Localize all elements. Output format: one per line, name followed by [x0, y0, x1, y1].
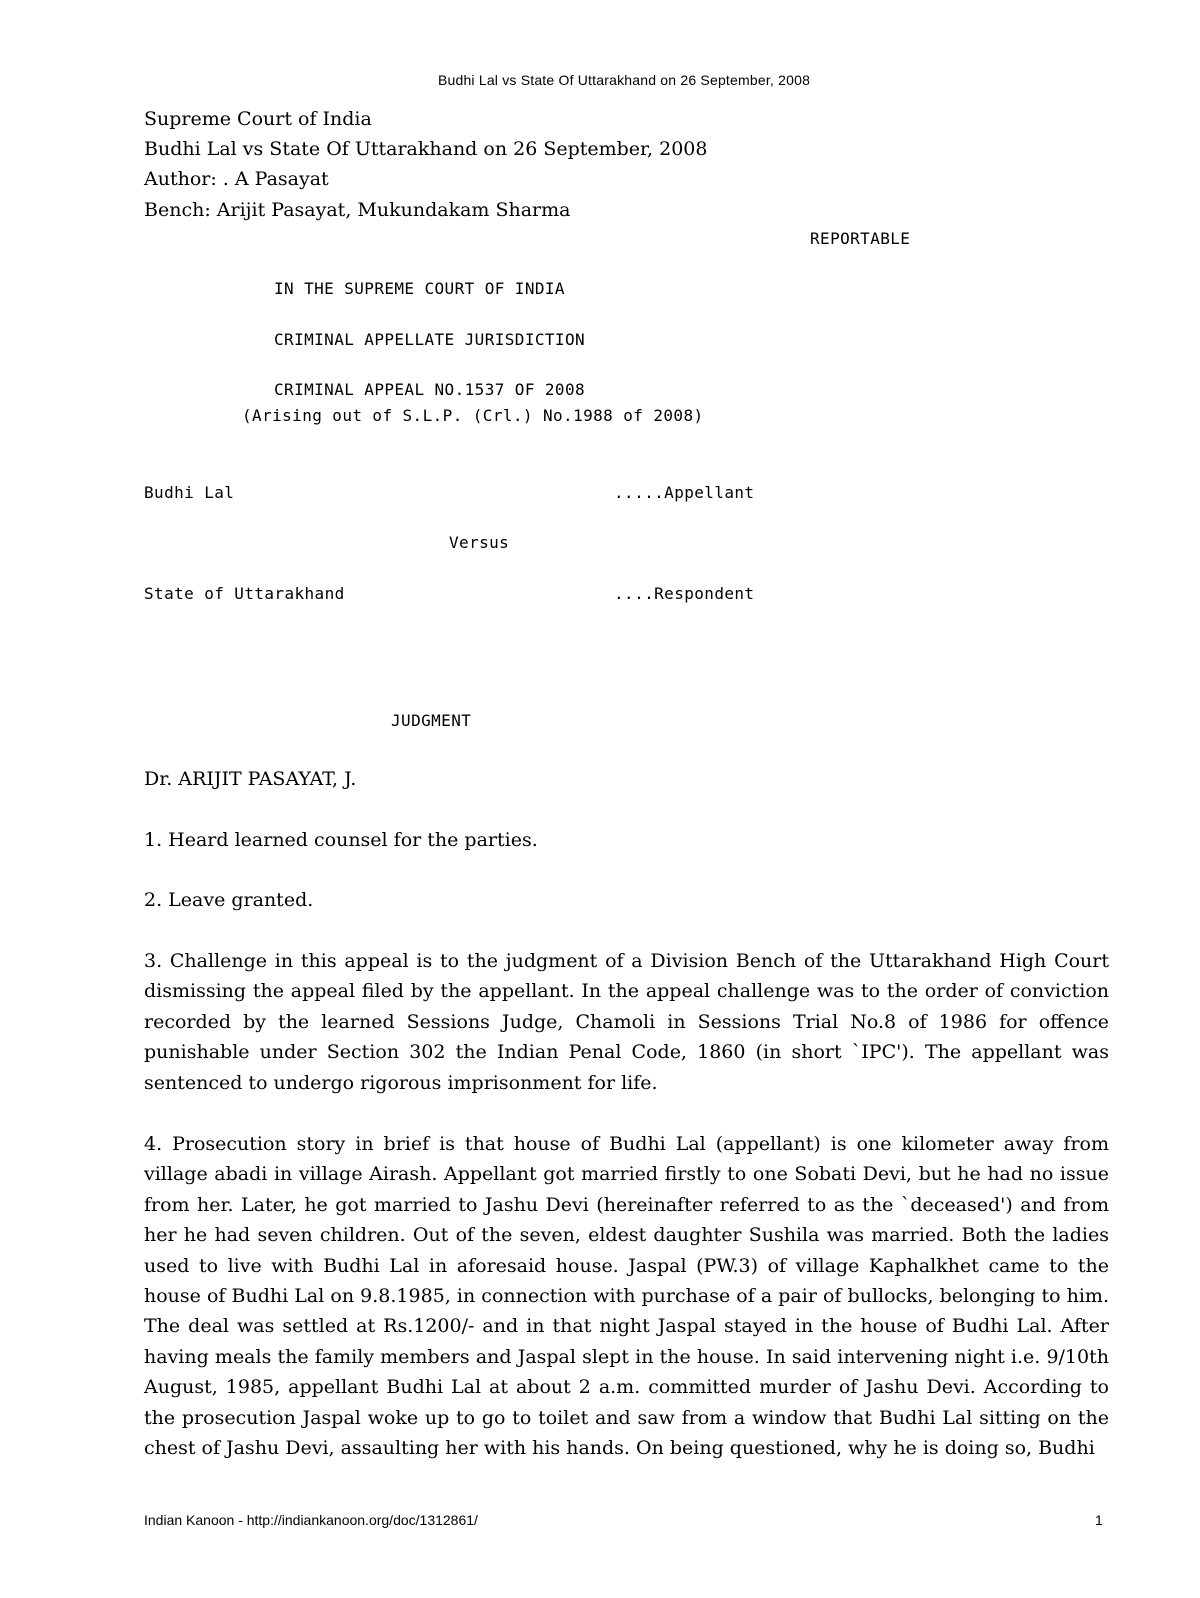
bench-line: Bench: Arijit Pasayat, Mukundakam Sharma [144, 199, 571, 221]
appellant-role: .....Appellant [614, 483, 755, 502]
paragraph-2: 2. Leave granted. [144, 889, 314, 911]
footer-source-link[interactable]: Indian Kanoon - http://indiankanoon.org/doc/1312861/ [144, 1512, 478, 1528]
judgment-label: JUDGMENT [391, 711, 472, 730]
arising-out-of: (Arising out of S.L.P. (Crl.) No.1988 of 2008) [242, 406, 704, 425]
versus-label: Versus [449, 533, 510, 552]
paragraph-1: 1. Heard learned counsel for the parties. [144, 829, 538, 851]
paragraph-3: 3. Challenge in this appeal is to the judgment of a Division Bench of the Uttarakhand High Court dismissing the appeal filed by the appellant. In the appeal challenge was to the order of conviction recorded by the learned Sessions Judge, Chamoli in Sessions Trial No.8 of 1986 for offence punishable under Section 302 the Indian Penal Code, 1860 (in short `IPC'). The appellant was sentenced to undergo rigorous imprisonment for life. [144, 950, 1109, 1094]
page-number: 1 [1095, 1512, 1103, 1528]
author-line: Author: . A Pasayat [144, 168, 329, 190]
reportable-label: REPORTABLE [810, 229, 911, 248]
jurisdiction-caption: CRIMINAL APPELLATE JURISDICTION [274, 330, 586, 349]
court-name: Supreme Court of India [144, 108, 372, 130]
court-caption: IN THE SUPREME COURT OF INDIA [274, 279, 565, 298]
respondent-name: State of Uttarakhand [144, 584, 345, 603]
appeal-number: CRIMINAL APPEAL NO.1537 OF 2008 [274, 380, 586, 399]
appellant-name: Budhi Lal [144, 483, 235, 502]
document-title: Budhi Lal vs State Of Uttarakhand on 26 September, 2008 [144, 138, 708, 160]
judge-heading: Dr. ARIJIT PASAYAT, J. [144, 768, 357, 790]
paragraph-4: 4. Prosecution story in brief is that house of Budhi Lal (appellant) is one kilometer away from village abadi in village Airash. Appellant got married firstly to one Sobati Devi, but he had no issue from her. Later, he got married to Jashu Devi (hereinafter referred to as the `deceased') and from her he had seven children. Out of the seven, eldest daughter Sushila was married. Both the ladies used to live with Budhi Lal in aforesaid house. Jaspal (PW.3) of village Kaphalkhet came to the house of Budhi Lal on 9.8.1985, in connection with purchase of a pair of bullocks, belonging to him. The deal was settled at Rs.1200/- and in that night Jaspal stayed in the house of Budhi Lal. After having meals the family members and Jaspal slept in the house. In said intervening night i.e. 9/10th August, 1985, appellant Budhi Lal at about 2 a.m. committed murder of Jashu Devi. According to the prosecution Jaspal woke up to go to toilet and saw from a window that Budhi Lal sitting on the chest of Jashu Devi, assaulting her with his hands. On being questioned, why he is doing so, Budhi [144, 1133, 1109, 1460]
running-header: Budhi Lal vs State Of Uttarakhand on 26 September, 2008 [437, 72, 811, 88]
respondent-role: ....Respondent [614, 584, 755, 603]
